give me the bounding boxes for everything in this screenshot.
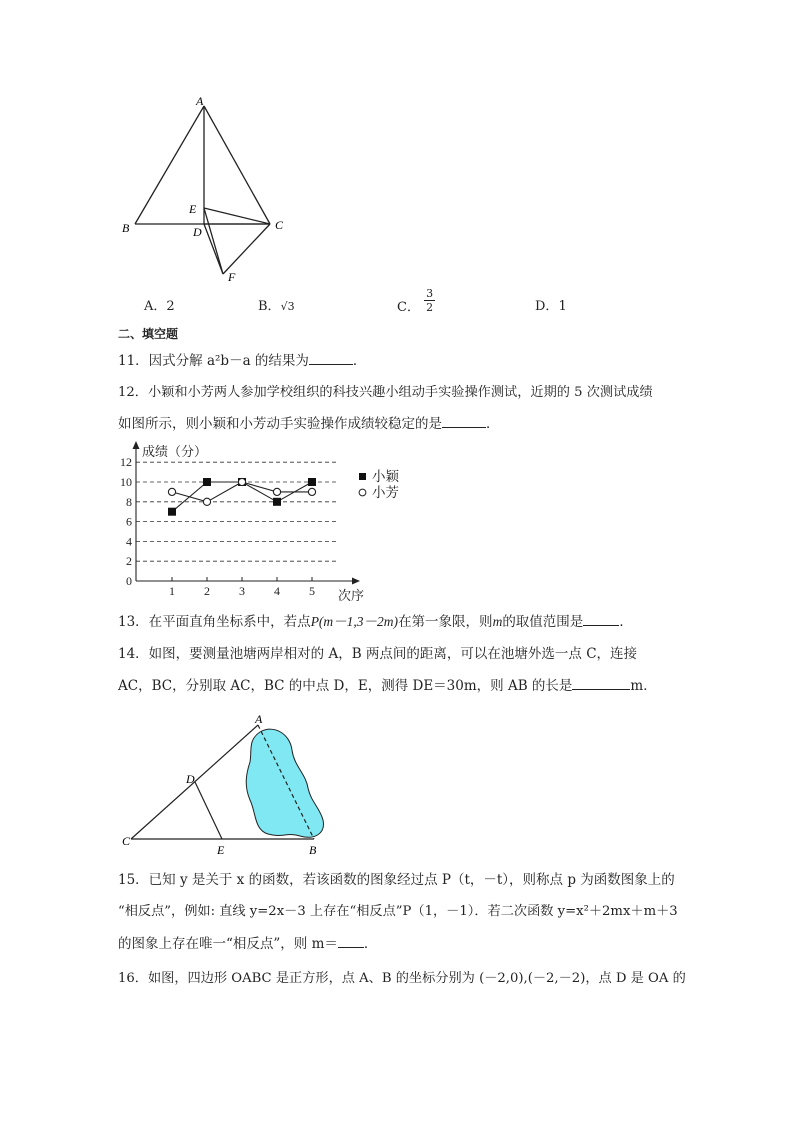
- x-tick-label: 4: [274, 584, 280, 598]
- question-14-line-1: 14．如图，要测量池塘两岸相对的 A，B 两点间的距离，可以在池塘外选一点 C，连接: [118, 646, 638, 662]
- data-point-circle: [273, 488, 280, 495]
- label-D: D: [193, 225, 202, 239]
- y-axis-arrow: [133, 441, 140, 449]
- x-tick-label: 3: [239, 584, 245, 598]
- triangle-figure: [118, 92, 298, 284]
- data-point-square: [203, 478, 211, 486]
- x-tick-label: 5: [309, 584, 315, 598]
- label-B: B: [309, 843, 317, 857]
- option-c[interactable]: C． $\frac{3}{2}$: [397, 287, 434, 315]
- option-b[interactable]: B．√3: [258, 299, 295, 314]
- x-axis-title: 次序: [338, 588, 365, 603]
- pond-shape: [246, 729, 323, 837]
- segment-EC: [204, 208, 270, 224]
- question-15-line-1: 15．已知 y 是关于 x 的函数，若该函数的图象经过点 P（t，－t），则称点 p 为函数图象上的: [118, 872, 675, 888]
- legend-marker-circle: [359, 489, 366, 496]
- legend-marker-square: [359, 473, 366, 480]
- data-point-circle: [308, 488, 315, 495]
- y-tick-label: 6: [126, 514, 132, 529]
- x-axis-arrow: [352, 578, 360, 585]
- data-point-square: [308, 478, 316, 486]
- score-line-chart: [116, 438, 416, 604]
- fraction: $\frac{3}{2}$: [426, 287, 434, 314]
- data-point-circle: [168, 488, 175, 495]
- x-tick-label: 1: [169, 584, 175, 598]
- question-16-line-1: 16．如图，四边形 OABC 是正方形，点 A、B 的坐标分别为 (－2,0),(－2,－2)，点 D 是 OA 的: [118, 971, 686, 986]
- y-tick-label: 0: [126, 574, 132, 588]
- y-tick-label: 12: [120, 455, 132, 470]
- y-tick-label: 4: [126, 534, 132, 549]
- label-C: C: [275, 218, 284, 232]
- label-E: E: [217, 843, 225, 857]
- segment-DE: [195, 782, 222, 839]
- answer-blank-15[interactable]: [338, 933, 364, 948]
- answer-blank-14[interactable]: [572, 675, 630, 690]
- data-point-square: [273, 498, 281, 506]
- y-tick-label: 2: [126, 554, 132, 569]
- data-point-square: [168, 508, 176, 516]
- y-tick-label: 10: [120, 475, 132, 489]
- data-point-circle: [203, 498, 210, 505]
- y-axis-title: 成绩（分）: [142, 444, 208, 459]
- label-F: F: [228, 270, 236, 284]
- legend-label: 小芳: [372, 485, 399, 500]
- label-A: A: [255, 712, 263, 726]
- option-d[interactable]: D．1: [535, 299, 567, 314]
- segment-DF: [204, 224, 223, 274]
- label-B: B: [122, 221, 130, 235]
- question-15-line-3: 的图象上存在唯一“相反点”，则 m＝ ．: [118, 933, 377, 954]
- label-A: A: [196, 94, 204, 108]
- answer-blank-13[interactable]: [583, 611, 619, 626]
- question-12-line-1: 12．小颖和小芳两人参加学校组织的科技兴趣小组动手实验操作测试，近期的 5 次测试成绩: [118, 385, 653, 400]
- label-E: E: [189, 202, 197, 216]
- answer-blank-12[interactable]: [442, 413, 486, 428]
- question-13: 13．在平面直角坐标系中，若点P(m－1,3－2m)在第一象限，则m的取值范围是 ．: [118, 611, 633, 632]
- label-C: C: [122, 834, 131, 848]
- question-14-line-2: AC，BC，分别取 AC，BC 的中点 D，E，测得 DE＝30m，则 AB 的长是 m．: [118, 675, 657, 696]
- segment-AC: [204, 106, 270, 224]
- question-12-line-2: 如图所示，则小颖和小芳动手实验操作成绩较稳定的是 ．: [118, 413, 500, 434]
- segment-CF: [223, 224, 270, 274]
- series-line-1: [172, 482, 312, 512]
- section-title: 二、填空题: [118, 327, 179, 341]
- segment-EF: [204, 208, 223, 274]
- legend-label: 小颖: [372, 469, 399, 484]
- x-tick-label: 2: [204, 584, 210, 598]
- y-tick-label: 8: [126, 494, 132, 509]
- option-a[interactable]: A．2: [144, 299, 175, 314]
- question-15-line-2: “相反点”，例如: 直线 y=2x－3 上存在“相反点”P（1，－1）．若二次函数 y=x²＋2mx＋m＋3: [118, 904, 678, 919]
- label-D: D: [186, 772, 195, 786]
- pond-figure: [118, 712, 348, 860]
- data-point-circle: [238, 478, 245, 485]
- answer-blank-11[interactable]: [309, 350, 353, 365]
- question-11: 11．因式分解 a²b－a 的结果为 ．: [118, 350, 366, 371]
